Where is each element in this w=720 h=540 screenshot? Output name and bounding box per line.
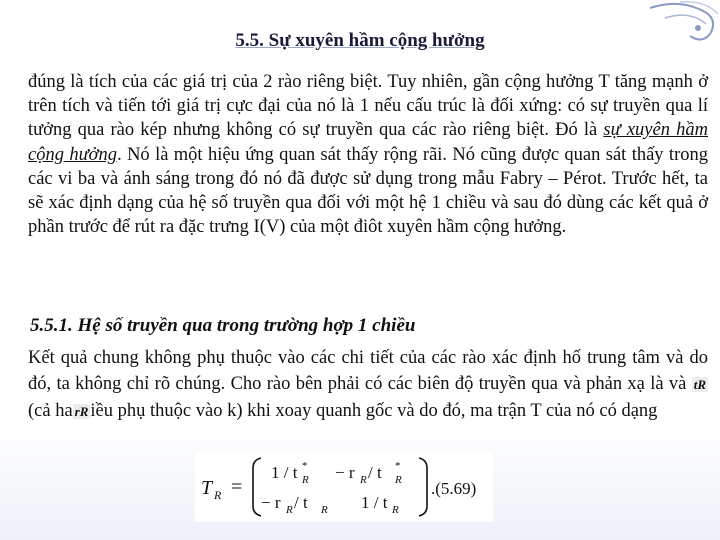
formula-equals: = — [231, 476, 243, 498]
m22: 1 / t — [361, 493, 388, 512]
paragraph-transmission-part1: Kết quả chung không phụ thuộc vào các chi tiết của các rào xác định hố trung tâm và do đó, ta không chỉ rõ chúng. Cho rào bên phải có các biên độ truyền qua và phản xạ là và — [28, 348, 708, 394]
m12-sup: * — [395, 460, 401, 472]
paragraph-transmission-part3: iều phụ thuộc vào k) khi xoay quanh gốc và do đó, ma trận T của nó có dạng — [90, 401, 658, 421]
m21-frac: / t — [294, 493, 308, 512]
m12-sub: R — [360, 474, 367, 486]
m11-sup: * — [302, 460, 308, 472]
subheading: 5.5.1. Hệ số truyền qua trong trường hợp 1 chiều — [30, 315, 416, 336]
left-bracket — [253, 458, 261, 516]
paragraph-intro — [28, 70, 708, 239]
formula-lhs: T — [201, 477, 213, 499]
m21-sub2: R — [321, 504, 328, 516]
term-resonant-tunneling: sự xuyên hầm cộng hưởng — [28, 120, 708, 165]
formula-lhs-sub: R — [214, 488, 222, 502]
equation-5-69 — [195, 452, 493, 522]
equation-label: .(5.69) — [431, 479, 477, 498]
symbol-t-r: tR — [693, 377, 706, 392]
symbol-r-r: rR — [74, 404, 89, 419]
m22-sub: R — [392, 504, 399, 516]
m21-sub: R — [286, 504, 293, 516]
m12-frac: / t — [368, 463, 382, 482]
m12: − r — [335, 463, 355, 482]
paragraph-transmission-part2: (cả ha — [28, 401, 73, 421]
paragraph-intro-tail: . Nó là một hiệu ứng quan sát thấy rộng rãi. Nó cũng được quan sát thấy trong các vi ba và ánh sáng trong đó nó đã được sử dụng trong mẫu Fabry – Pérot. Trước hết, ta sẽ xác định dạng của hệ số truyền qua đối với một hệ 1 chiều và sau đó dùng các kết quả ở phần trước để rút ra đặc trưng I(V) của một điôt xuyên hầm cộng hưởng. — [28, 144, 708, 238]
m12-sub2: R — [395, 474, 402, 486]
paragraph-intro-lead: đúng là tích của các giá trị của 2 rào riêng biệt. Tuy nhiên, gần cộng hưởng T tăng mạnh ở trên tích và tiến tới giá trị cực đại của nó là 1 nếu cấu trúc là đối xứng: có sự truyền qua lí tưởng qua rào kép nhưng không có sự truyền qua các rào riêng biệt. Đó là — [28, 72, 708, 141]
slide-title: 5.5. Sự xuyên hầm cộng hưởng — [235, 30, 485, 51]
paragraph-transmission — [28, 345, 708, 425]
m11-sub: R — [302, 474, 309, 486]
m21: − r — [261, 493, 281, 512]
m11: 1 / t — [271, 463, 298, 482]
right-bracket — [419, 458, 427, 516]
